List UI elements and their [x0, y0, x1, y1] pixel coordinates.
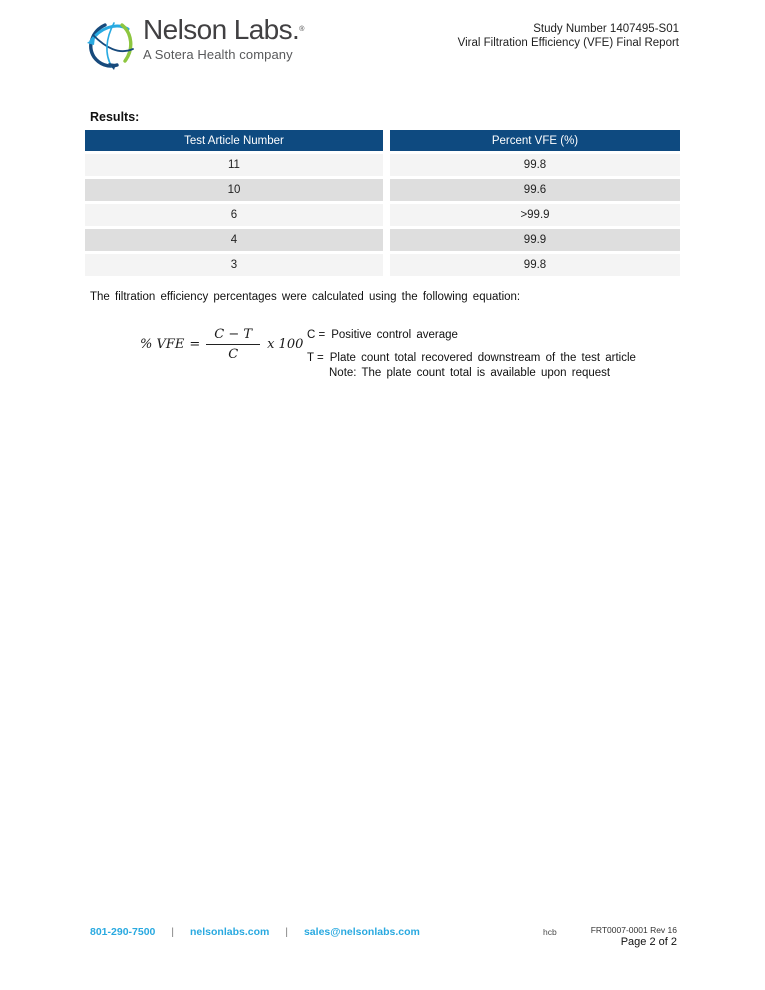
table-row — [85, 204, 680, 226]
equation-intro-text: The filtration efficiency percentages were calculated using the following equation: — [90, 291, 521, 303]
cell-article-number: 10 — [85, 179, 383, 201]
column-header-percent-vfe: Percent VFE (%) — [390, 130, 680, 151]
footer-doc-info — [591, 925, 677, 948]
equation-equals: = — [189, 337, 201, 352]
vfe-equation — [140, 327, 303, 362]
table-row — [85, 154, 680, 176]
fraction-denominator: C — [228, 347, 239, 362]
results-table — [85, 130, 680, 279]
equation-lhs: % VFE — [140, 337, 185, 352]
results-heading: Results: — [90, 110, 140, 124]
cell-article-number: 11 — [85, 154, 383, 176]
column-header-test-article: Test Article Number — [85, 130, 383, 151]
email-link[interactable]: sales@nelsonlabs.com — [303, 926, 420, 938]
definition-text: Plate count total recovered downstream of the test article — [329, 352, 636, 364]
footer-contact-links — [90, 926, 420, 938]
separator: | — [285, 926, 288, 938]
definition-text: Positive control average — [331, 329, 458, 341]
separator: | — [171, 926, 174, 938]
definition-symbol: T = — [307, 352, 324, 364]
cell-article-number: 3 — [85, 254, 383, 276]
cell-percent-vfe: 99.8 — [390, 254, 680, 276]
table-row — [85, 229, 680, 251]
report-title: Viral Filtration Efficiency (VFE) Final Report — [457, 37, 679, 49]
footer-initials: hcb — [543, 927, 557, 937]
cell-percent-vfe: 99.9 — [390, 229, 680, 251]
equation-fraction — [206, 327, 260, 362]
definition-note: Note: The plate count total is available upon request — [329, 367, 611, 379]
globe-logo-icon — [84, 17, 138, 73]
cell-article-number: 4 — [85, 229, 383, 251]
definition-t — [307, 351, 636, 380]
table-row — [85, 179, 680, 201]
equation-multiplier: x 100 — [267, 337, 304, 352]
fraction-numerator: C − T — [206, 327, 260, 345]
logo-tagline: A Sotera Health company — [143, 47, 293, 62]
report-header-info — [458, 22, 679, 50]
page-number: Page 2 of 2 — [620, 936, 677, 948]
logo-wordmark: Nelson Labs.® — [143, 14, 304, 45]
study-number: Study Number 1407495-S01 — [533, 23, 679, 35]
equation-definitions — [307, 328, 636, 380]
cell-article-number: 6 — [85, 204, 383, 226]
document-number: FRT0007-0001 Rev 16 — [590, 925, 677, 935]
cell-percent-vfe: 99.6 — [390, 179, 680, 201]
registered-mark-icon: ® — [299, 26, 304, 33]
website-link[interactable]: nelsonlabs.com — [190, 926, 270, 938]
table-row — [85, 254, 680, 276]
cell-percent-vfe: 99.8 — [390, 154, 680, 176]
phone-link[interactable]: 801-290-7500 — [90, 926, 156, 938]
definition-symbol: C = — [307, 329, 326, 341]
definition-c — [307, 328, 636, 342]
nelson-labs-logo — [84, 15, 304, 73]
cell-percent-vfe: >99.9 — [390, 204, 680, 226]
